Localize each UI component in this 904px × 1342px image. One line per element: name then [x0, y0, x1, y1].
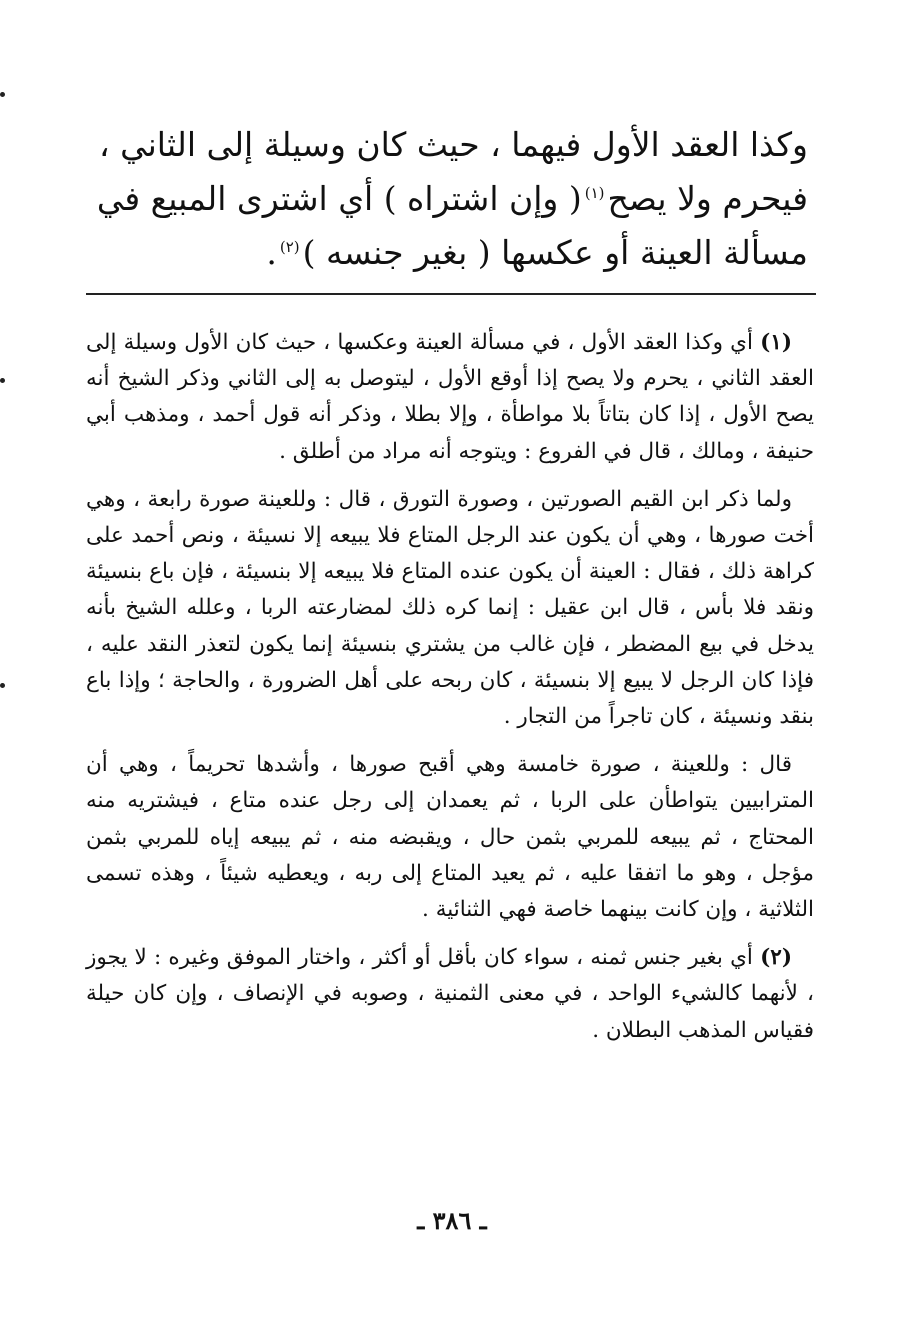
footnote-reference[interactable]: (٢) [279, 238, 300, 256]
margin-mark [0, 378, 5, 383]
main-line-text: ( وإن اشتراه ) أي اشترى المبيع في [96, 179, 582, 218]
footnote-text: أي وكذا العقد الأول ، في مسألة العينة وعكسها ، حيث كان الأول وسيلة إلى العقد الثاني ، يحرم ولا يصح إذا أوقع الأول ، ليتوصل به إلى الثاني وذكر الشيخ أنه يصح الأول ، إذا كان بتاتاً بلا مواطأة ، وإلا بطلا ، وذكر أنه قول أحمد ، ومذهب أبي حنيفة ، ومالك ، قال في الفروع : ويتوجه أنه مراد من أطلق . [86, 330, 814, 464]
footnote-paragraph: ولما ذكر ابن القيم الصورتين ، وصورة التورق ، قال : وللعينة صورة رابعة ، وهي أخت صورها ، وهي أن يكون عند الرجل المتاع فلا يبيعه إلا نسيئة ، ونص أحمد على كراهة ذلك ، فقال : العينة أن يكون عنده المتاع فلا يبيعه إلا بنسيئة ، فإن باع بنسيئة ونقد فلا بأس ، قال ابن عقيل : إنما كره ذلك لمضارعته الربا ، وعلله الشيخ بأنه يدخل في بيع المضطر ، فإن غالب من يشتري بنسيئة إنما يكون لتعذر النقد عليه ، فإذا كان الرجل لا يبيع إلا بنسيئة ، كان ربحه على أهل الضرورة ، والحاجة ؛ وإذا باع بنقد ونسيئة ، كان تاجراً من التجار . [86, 486, 814, 730]
footnote-number: (٢) [760, 945, 792, 971]
footnote-separator [86, 293, 816, 295]
main-line [92, 172, 808, 226]
margin-mark [0, 683, 5, 688]
main-line [92, 226, 808, 280]
footnote-2 [86, 940, 814, 1049]
main-line-text: وكذا العقد الأول فيهما ، حيث كان وسيلة إلى الثاني ، [98, 125, 808, 164]
margin-mark [0, 92, 5, 97]
footnote-paragraph: قال : وللعينة ، صورة خامسة وهي أقبح صورها ، وأشدها تحريماً ، وهي أن المترابيين يتواطأن على الربا ، ثم يعمدان إلى رجل عنده متاع ، فيشتريه منه المحتاج ، ثم يبيعه للمربي بثمن حال ، ويقبضه منه ، ثم يبيعه إياه للمربي بثمن مؤجل ، وهو ما اتفقا عليه ، ثم يعيد المتاع إلى ربه ، ويعطيه شيئاً ، وهذه تسمى الثلاثية ، وإن كانت بينهما خاصة فهي الثنائية . [86, 752, 814, 923]
main-line-text: فيحرم ولا يصح [607, 179, 808, 218]
footnote-number: (١) [760, 330, 792, 355]
main-line [92, 118, 808, 172]
page-number: ـ ٣٨٦ ـ [417, 1206, 487, 1235]
main-text-block [92, 118, 808, 280]
main-line-text: . [266, 233, 277, 272]
footnote-text: أي بغير جنس ثمنه ، سواء كان بأقل أو أكثر ، واختار الموفق وغيره : لا يجوز ، لأنهما كالشيء الواحد ، في معنى الثمنية ، وصوبه في الإنصاف ، وإن كان حيلة فقياس المذهب البطلان . [86, 945, 814, 1043]
footnote-reference[interactable]: (١) [584, 184, 605, 202]
main-line-text: مسألة العينة أو عكسها ( بغير جنسه ) [302, 233, 808, 272]
footnote-1 [86, 325, 814, 470]
footnotes-block [86, 325, 814, 1061]
